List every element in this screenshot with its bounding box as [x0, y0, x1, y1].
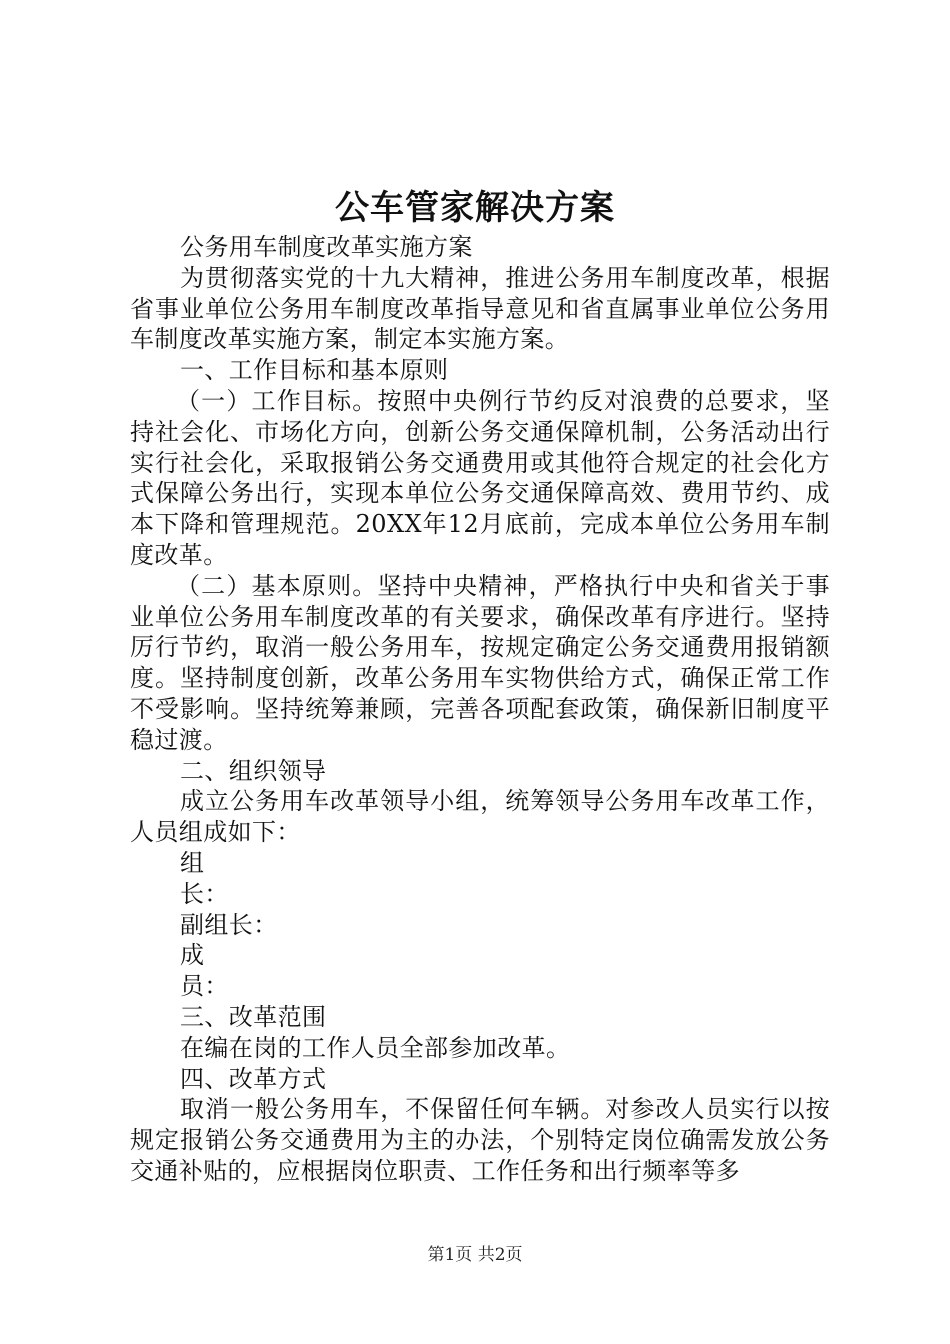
- list-item-leader-a: 组: [180, 848, 205, 877]
- paragraph-leadership: 成立公务用车改革领导小组，统筹领导公务用车改革工作，人员组成如下：: [130, 787, 830, 847]
- paragraph-basic-principle: （二）基本原则。坚持中央精神，严格执行中央和省关于事业单位公务用车制度改革的有关要求，确保改革有序进行。坚持厉行节约，取消一般公务用车，按规定确定公务交通费用报销额度。坚持制度创新，改革公务用车实物供给方式，确保正常工作不受影响。坚持统筹兼顾，完善各项配套政策，确保新旧制度平稳过渡。: [130, 571, 830, 754]
- paragraph-scope: 在编在岗的工作人员全部参加改革。: [180, 1033, 571, 1062]
- list-item-deputy-leader: 副组长：: [180, 910, 278, 939]
- paragraph-work-goal: （一）工作目标。按照中央例行节约反对浪费的总要求，坚持社会化、市场化方向，创新公务交通保障机制，公务活动出行实行社会化，采取报销公务交通费用或其他符合规定的社会化方式保障公务出行，实现本单位公务交通保障高效、费用节约、成本下降和管理规范。20XX年12月底前，完成本单位公务用车制度改革。: [130, 386, 830, 569]
- section-heading-3: 三、改革范围: [180, 1002, 327, 1031]
- section-heading-2: 二、组织领导: [180, 756, 327, 785]
- section-heading-4: 四、改革方式: [180, 1064, 327, 1093]
- paragraph-intro: 为贯彻落实党的十九大精神，推进公务用车制度改革，根据省事业单位公务用车制度改革指导意见和省直属事业单位公务用车制度改革实施方案，制定本实施方案。: [130, 263, 830, 354]
- document-body: [130, 232, 830, 1187]
- paragraph-subtitle: 公务用车制度改革实施方案: [180, 233, 473, 261]
- list-item-leader-b: 长：: [180, 879, 229, 908]
- document-title: 公车管家解决方案: [335, 188, 615, 228]
- list-item-member-b: 员：: [180, 972, 229, 1001]
- page-footer: 第1页 共2页: [427, 1245, 523, 1265]
- list-item-member-a: 成: [180, 941, 205, 970]
- paragraph-reform-method: 取消一般公务用车，不保留任何车辆。对参改人员实行以按规定报销公务交通费用为主的办法，个别特定岗位确需发放公务交通补贴的，应根据岗位职责、工作任务和出行频率等多: [130, 1095, 830, 1185]
- section-heading-1: 一、工作目标和基本原则: [180, 356, 449, 385]
